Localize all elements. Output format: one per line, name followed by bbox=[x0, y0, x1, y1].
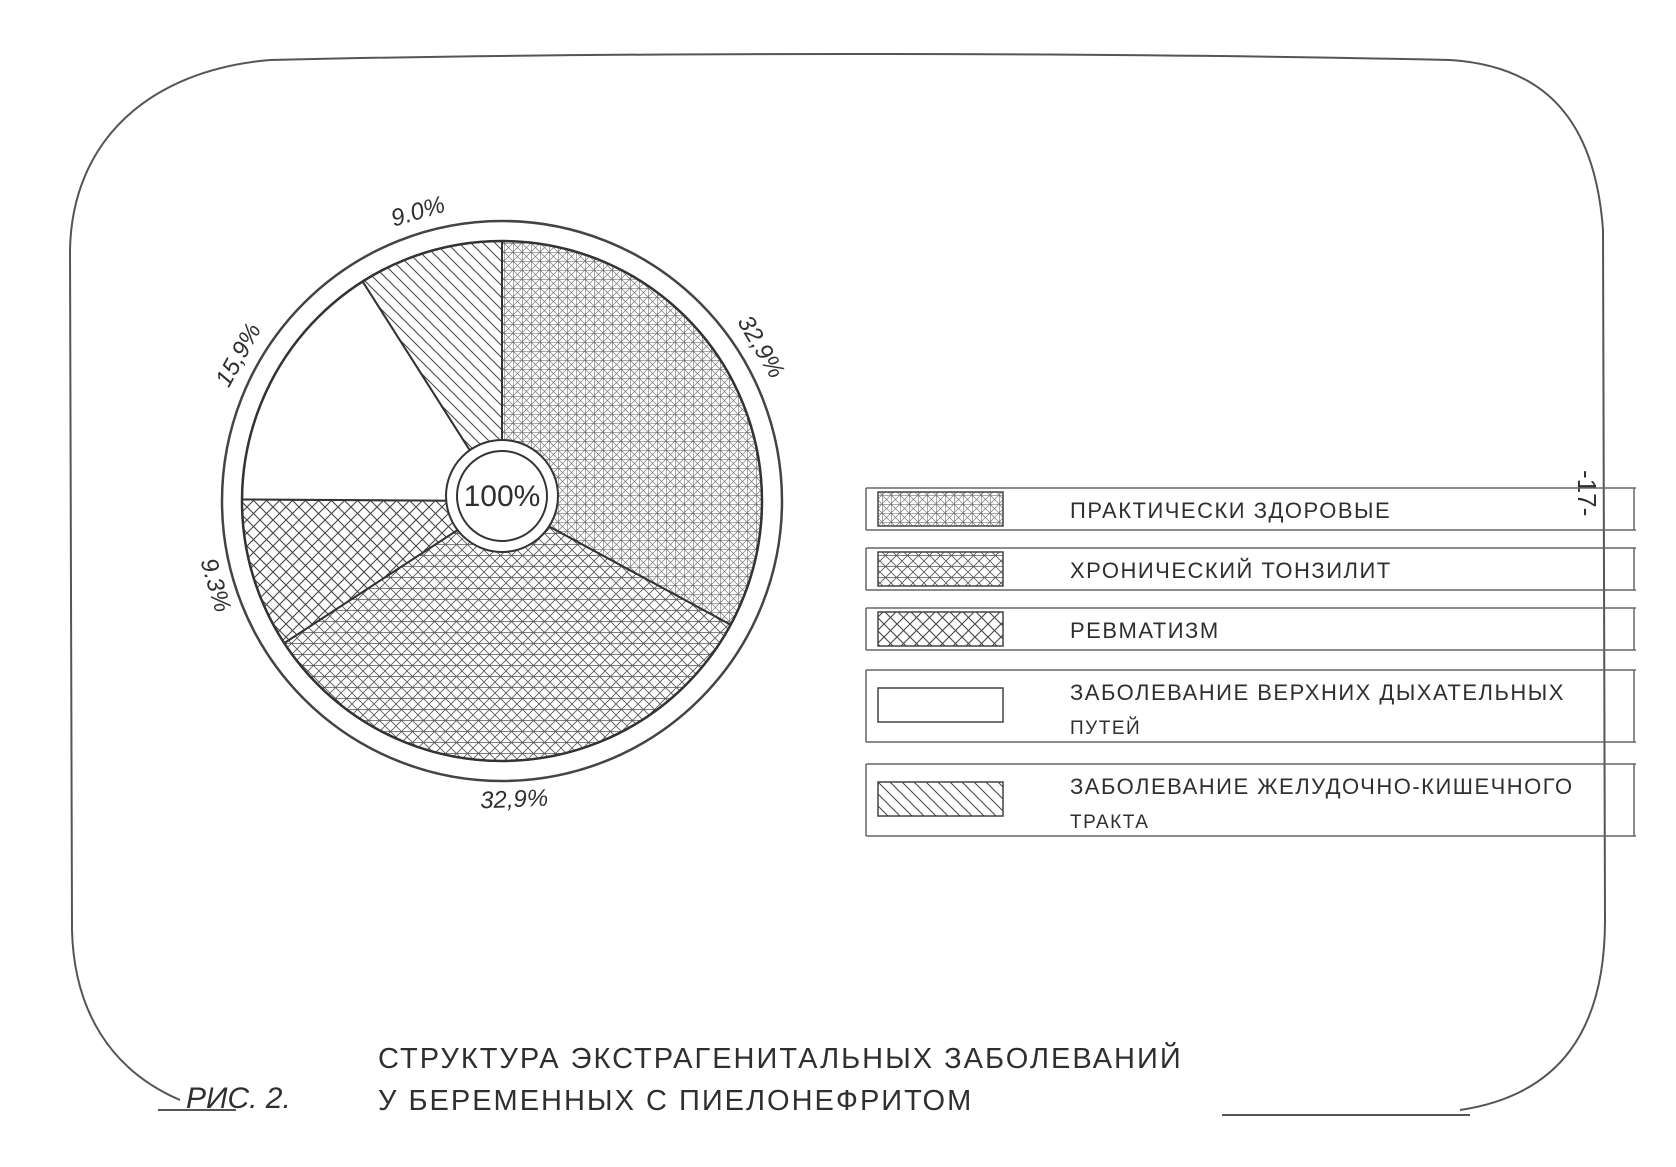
legend-swatch-3 bbox=[878, 612, 1003, 646]
page-number: -17- bbox=[1572, 470, 1602, 517]
legend-label-4-line-1: ЗАБОЛЕВАНИЕ ВЕРХНИХ ДЫХАТЕЛЬНЫХ bbox=[1070, 680, 1565, 705]
pie-center-label: 100% bbox=[463, 480, 541, 513]
pie-slice-label-3: 9.3% bbox=[194, 555, 236, 616]
legend-label-2-line-1: ХРОНИЧЕСКИЙ ТОНЗИЛИТ bbox=[1070, 558, 1392, 583]
legend bbox=[866, 488, 1636, 836]
legend-label-4-line-2: ПУТЕЙ bbox=[1070, 718, 1142, 739]
legend-item-5 bbox=[866, 764, 1636, 836]
figure-label: РИС. 2. bbox=[186, 1082, 291, 1115]
pie-slice-label-5: 9.0% bbox=[387, 191, 449, 233]
caption-line-2: У БЕРЕМЕННЫХ С ПИЕЛОНЕФРИТОМ bbox=[378, 1085, 974, 1117]
legend-swatch-2 bbox=[878, 552, 1003, 586]
legend-item-1 bbox=[866, 488, 1636, 530]
pie-slice-label-2: 32,9% bbox=[479, 784, 549, 815]
legend-item-4 bbox=[866, 670, 1636, 742]
legend-swatch-1 bbox=[878, 492, 1003, 526]
legend-item-3 bbox=[866, 608, 1636, 650]
pie-chart bbox=[195, 191, 790, 814]
legend-item-2 bbox=[866, 548, 1636, 590]
legend-label-3-line-1: РЕВМАТИЗМ bbox=[1070, 618, 1220, 643]
caption-line-1: СТРУКТУРА ЭКСТРАГЕНИТАЛЬНЫХ ЗАБОЛЕВАНИЙ bbox=[378, 1043, 1183, 1075]
legend-label-1-line-1: ПРАКТИЧЕСКИ ЗДОРОВЫЕ bbox=[1070, 498, 1392, 523]
legend-swatch-4 bbox=[878, 688, 1003, 722]
legend-label-5-line-2: ТРАКТА bbox=[1070, 812, 1150, 833]
pie-slice-label-4: 15,9% bbox=[210, 318, 267, 392]
pie-slice-label-1: 32,9% bbox=[731, 310, 790, 384]
legend-swatch-5 bbox=[878, 782, 1003, 816]
legend-label-5-line-1: ЗАБОЛЕВАНИЕ ЖЕЛУДОЧНО-КИШЕЧНОГО bbox=[1070, 774, 1574, 799]
